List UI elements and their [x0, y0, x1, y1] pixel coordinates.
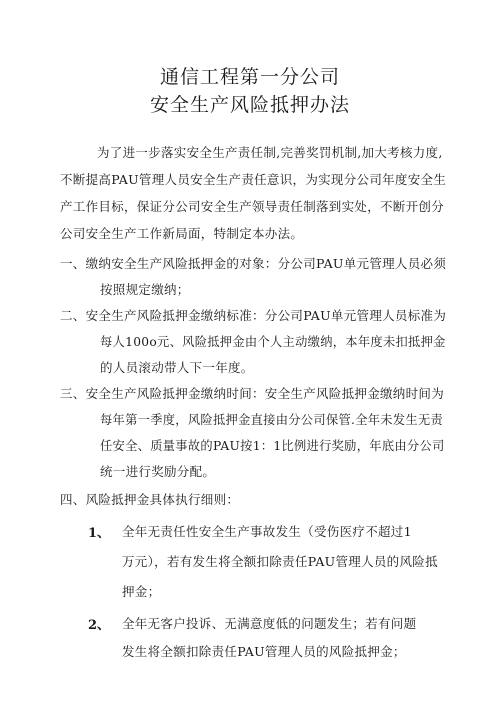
- document-title-company: 通信工程第一分公司: [159, 66, 340, 88]
- section-3-line: 每年第一季度，风险抵押金直接由分公司保管.全年未发生无责: [100, 413, 444, 427]
- intro-line: 公司安全生产工作新局面，特制定本办法。: [60, 226, 304, 241]
- document-title-policy: 安全生产风险抵押办法: [149, 94, 350, 116]
- section-1-line: 一、缴纳安全生产风险抵押金的对象：分公司PAU单元管理人员必须: [60, 256, 447, 271]
- rule-2-line: 全年无客户投诉、无满意度低的问题发生；若有问题: [122, 616, 417, 631]
- section-3-line: 三、安全生产风险抵押金缴纳时间：安全生产风险抵押金缴纳时间为: [60, 386, 445, 401]
- rule-2-number: 2、: [88, 618, 111, 633]
- rule-1-line: 押金；: [122, 584, 161, 599]
- section-2-line: 二、安全生产风险抵押金缴纳标准：分公司PAU单元管理人员标准为: [60, 308, 447, 323]
- rule-2-line: 发生将全额扣除责任PAU管理人员的风险抵押金；: [122, 644, 406, 659]
- intro-line: 产工作目标，保证分公司安全生产领导责任制落到实处，不断开创分: [60, 199, 445, 214]
- section-3-line: 任安全、质量事故的PAU按1：1比例进行奖励，年底由分公司: [100, 439, 445, 453]
- section-1-line: 按照规定缴纳；: [100, 282, 190, 297]
- intro-line: 不断提高PAU管理人员安全生产责任意识，为实现分公司年度安全生: [60, 172, 447, 187]
- intro-line: 为了进一步落实安全生产责任制,完善奖罚机制,加大考核力度,: [97, 145, 443, 160]
- section-3-line: 统一进行奖励分配。: [100, 464, 216, 479]
- section-2-line: 的人员滚动带人下一年度。: [100, 360, 254, 375]
- rule-1-line: 万元），若有发生将全额扣除责任PAU管理人员的风险抵: [122, 554, 438, 569]
- rule-1-line: 全年无责任性安全生产事故发生（受伤医疗不超过1: [122, 524, 412, 539]
- rule-1-number: 1、: [88, 526, 111, 541]
- section-2-line: 每人100o元、风险抵押金由个人主动缴纳，本年度未扣抵押金: [100, 335, 446, 349]
- section-4-title: 四、风险抵押金具体执行细则：: [60, 492, 240, 507]
